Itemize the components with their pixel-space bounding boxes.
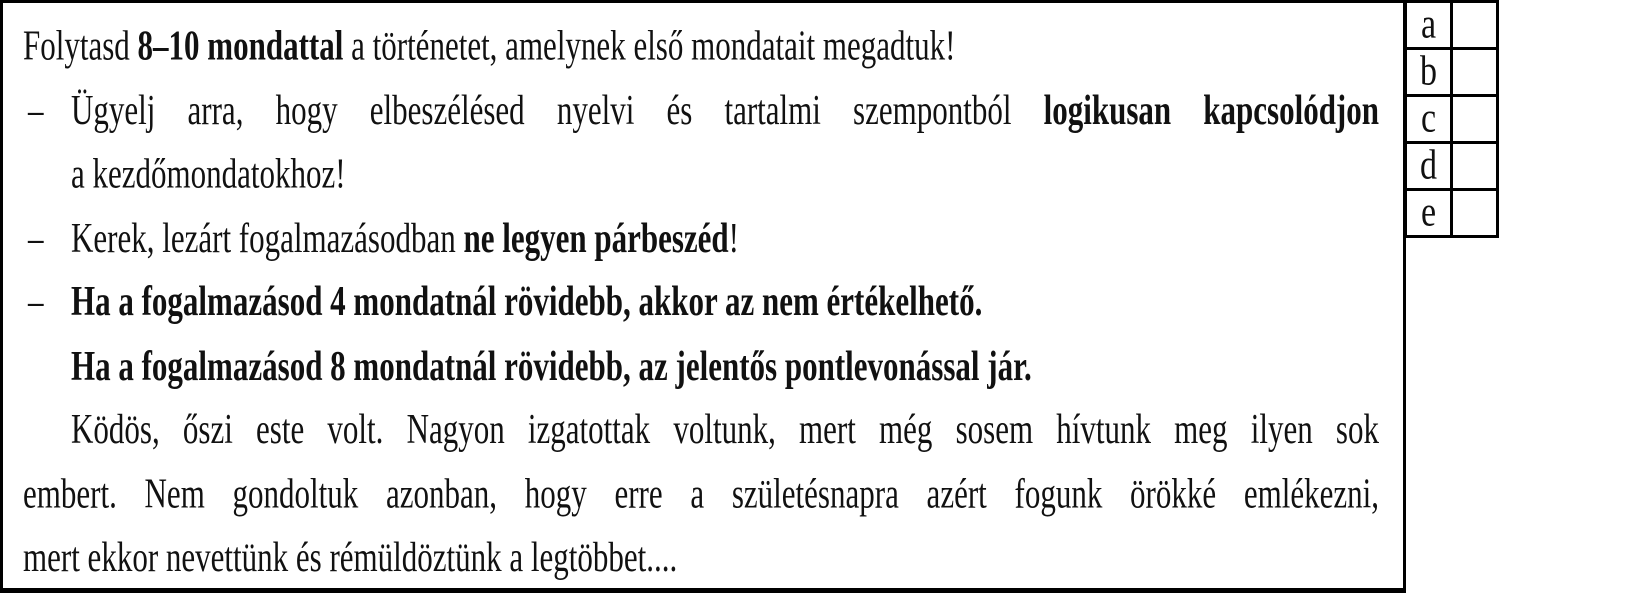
line-text: ! [728,212,739,261]
line-text-bold: 8–10 mondattal [137,20,344,69]
score-row-label: a [1406,2,1452,49]
score-row [1406,49,1498,96]
bullet-dash: – [28,84,44,133]
line-text: Ügyelj arra, hogy elbeszélésed nyelvi és tartalmi szempontból [71,84,1044,133]
line-text: Ködös, őszi este volt. Nagyon izgatottak voltunk, mert még sosem hívtunk meg ilyen sok [71,404,1379,453]
score-row [1406,143,1498,190]
line-text-bold: logikusan kapcsolódjon [1043,84,1380,133]
line-text-bold: Ha a fogalmazásod 8 mondatnál rövidebb, az jelentős pontlevonással jár. [71,340,1032,389]
score-cell-empty [1452,190,1498,237]
bullet-dash: – [28,276,44,325]
score-row-label: b [1406,49,1452,96]
score-row-label: e [1406,190,1452,237]
score-row [1406,96,1498,143]
score-table [1404,0,1499,238]
line-text: a kezdőmondatokhoz! [71,148,346,197]
bullet-dash: – [28,212,44,261]
text-line [23,462,1379,526]
text-line [23,334,1379,398]
text-line [23,526,1379,590]
line-text: Kerek, lezárt fogalmazásodban [71,212,464,261]
score-cell-empty [1452,96,1498,143]
score-row [1406,190,1498,237]
text-line [23,206,1379,270]
score-cell-empty [1452,2,1498,49]
line-text-bold: ne legyen párbeszéd [463,212,729,261]
score-row [1406,2,1498,49]
task-text [3,3,1403,589]
text-line [23,78,1379,142]
text-line [23,398,1379,462]
text-line [23,142,1379,206]
line-text: a történetet, amelynek első mondatait megadtuk! [343,20,956,69]
score-row-label: c [1406,96,1452,143]
score-cell-empty [1452,143,1498,190]
text-line [23,270,1379,334]
line-text: embert. Nem gondoltuk azonban, hogy erre a születésnapra azért fogunk örökké emlékezni, [23,468,1379,517]
text-line [23,14,1379,78]
line-text: mert ekkor nevettünk és rémüldöztünk a legtöbbet.... [23,532,678,581]
score-row-label: d [1406,143,1452,190]
line-text-bold: Ha a fogalmazásod 4 mondatnál rövidebb, akkor az nem értékelhető. [71,276,983,325]
line-text: Folytasd [23,20,138,69]
score-cell-empty [1452,49,1498,96]
